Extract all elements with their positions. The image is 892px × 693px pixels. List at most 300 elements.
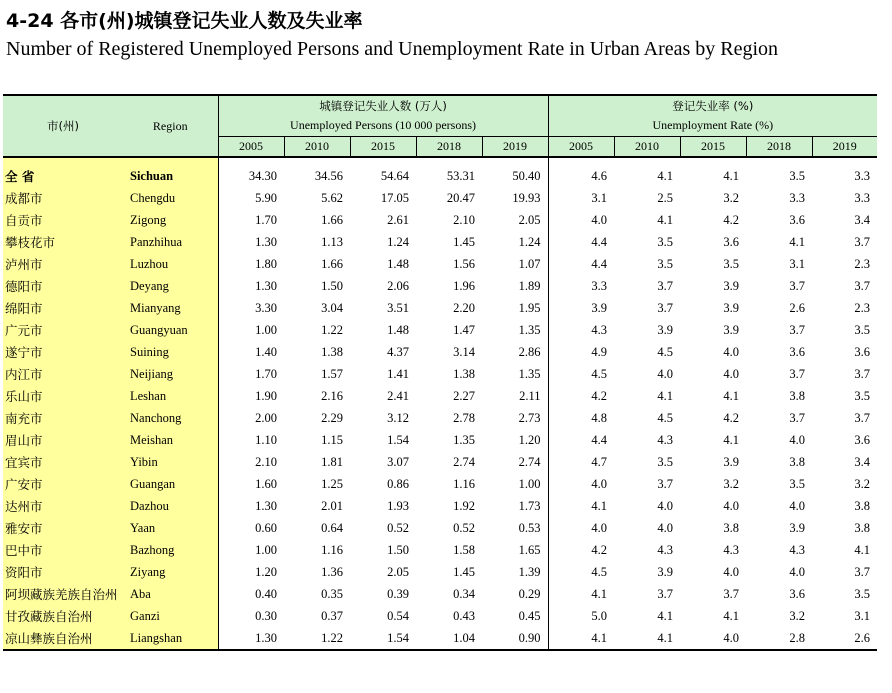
- rate-value-cell: 4.1: [657, 212, 674, 227]
- rate-value-cell: 4.1: [548, 627, 614, 650]
- rate-value-cell: 3.7: [789, 366, 806, 381]
- rate-value-cell: 4.2: [723, 410, 740, 425]
- rate-value-cell: 4.3: [591, 322, 608, 337]
- persons-value-cell: 0.90: [482, 627, 548, 650]
- rate-value-cell: 3.2: [723, 190, 740, 205]
- rate-value-cell: 5.0: [591, 608, 608, 623]
- region-en-cell: Guangan: [123, 473, 218, 495]
- region-en-cell: Dazhou: [123, 495, 218, 517]
- rate-value-cell: 4.8: [591, 410, 608, 425]
- city-cn-cell: 眉山市: [3, 429, 123, 451]
- rate-value-cell: 4.3: [657, 432, 674, 447]
- persons-value-cell: 1.13: [321, 234, 343, 249]
- header-year-persons-3: 2018: [416, 136, 482, 157]
- rate-value-cell: 4.0: [789, 498, 806, 513]
- persons-value-cell: 34.56: [314, 168, 343, 183]
- persons-value-cell: 1.04: [416, 627, 482, 650]
- region-en-cell: Sichuan: [123, 165, 218, 187]
- rate-value-cell: 3.2: [854, 476, 871, 491]
- rate-value-cell: 4.0: [723, 498, 740, 513]
- persons-value-cell: 1.60: [255, 476, 277, 491]
- persons-value-cell: 2.05: [387, 564, 409, 579]
- city-cn-cell: 阿坝藏族羌族自治州: [3, 583, 123, 605]
- persons-value-cell: 1.54: [350, 627, 416, 650]
- rate-value-cell: 4.0: [789, 432, 806, 447]
- rate-value-cell: 3.7: [657, 586, 674, 601]
- rate-value-cell: 4.3: [657, 542, 674, 557]
- header-group2-en: Unemployment Rate (%): [548, 116, 877, 136]
- table-row: [3, 297, 877, 319]
- persons-value-cell: 2.29: [321, 410, 343, 425]
- rate-value-cell: 3.6: [854, 344, 871, 359]
- header-year-persons-0: 2005: [218, 136, 284, 157]
- rate-value-cell: 3.8: [789, 388, 806, 403]
- rate-value-cell: 3.7: [789, 322, 806, 337]
- table-row: [3, 385, 877, 407]
- persons-value-cell: 2.05: [482, 209, 548, 231]
- table-row: [3, 187, 877, 209]
- persons-value-cell: 0.39: [387, 586, 409, 601]
- persons-value-cell: 1.40: [255, 344, 277, 359]
- rate-value-cell: 3.7: [657, 476, 674, 491]
- region-en-cell: Ziyang: [123, 561, 218, 583]
- persons-value-cell: 2.74: [482, 451, 548, 473]
- rate-value-cell: 3.9: [657, 322, 674, 337]
- region-en-cell: Mianyang: [123, 297, 218, 319]
- table-row: [3, 209, 877, 231]
- table-row: [3, 473, 877, 495]
- rate-value-cell: 3.5: [789, 168, 806, 183]
- persons-value-cell: 1.41: [387, 366, 409, 381]
- table-row: [3, 561, 877, 583]
- city-cn-cell: 雅安市: [3, 517, 123, 539]
- rate-value-cell: 3.7: [789, 278, 806, 293]
- persons-value-cell: 1.07: [482, 253, 548, 275]
- region-en-cell: Suining: [123, 341, 218, 363]
- rate-value-cell: 3.4: [854, 212, 871, 227]
- rate-value-cell: 3.8: [723, 520, 740, 535]
- rate-value-cell: 3.9: [723, 454, 740, 469]
- persons-value-cell: 2.11: [482, 385, 548, 407]
- city-cn-cell: 达州市: [3, 495, 123, 517]
- city-cn-cell: 成都市: [3, 187, 123, 209]
- region-en-cell: Yaan: [123, 517, 218, 539]
- city-cn-cell: 乐山市: [3, 385, 123, 407]
- persons-value-cell: 34.30: [248, 168, 277, 183]
- header-year-rate-1: 2010: [614, 136, 680, 157]
- rate-value-cell: 4.3: [789, 542, 806, 557]
- rate-value-cell: 2.5: [657, 190, 674, 205]
- persons-value-cell: 1.70: [255, 366, 277, 381]
- persons-value-cell: 2.01: [321, 498, 343, 513]
- header-group1-cn: 城镇登记失业人数 (万人): [218, 95, 548, 116]
- rate-value-cell: 3.9: [789, 520, 806, 535]
- persons-value-cell: 17.05: [380, 190, 409, 205]
- region-en-cell: Nanchong: [123, 407, 218, 429]
- rate-value-cell: 3.9: [723, 300, 740, 315]
- persons-value-cell: 3.07: [387, 454, 409, 469]
- persons-value-cell: 1.70: [255, 212, 277, 227]
- table-row: [3, 253, 877, 275]
- rate-value-cell: 4.1: [723, 608, 740, 623]
- rate-value-cell: 3.7: [854, 366, 871, 381]
- table-header: [3, 95, 877, 157]
- city-cn-cell: 遂宁市: [3, 341, 123, 363]
- persons-value-cell: 0.37: [321, 608, 343, 623]
- rate-value-cell: 4.6: [591, 168, 608, 183]
- rate-value-cell: 4.1: [854, 542, 871, 557]
- rate-value-cell: 3.7: [854, 234, 871, 249]
- region-en-cell: Panzhihua: [123, 231, 218, 253]
- persons-value-cell: 0.52: [453, 520, 475, 535]
- persons-value-cell: 0.52: [387, 520, 409, 535]
- rate-value-cell: 4.4: [591, 432, 608, 447]
- rate-value-cell: 3.8: [854, 498, 871, 513]
- rate-value-cell: 2.3: [854, 300, 871, 315]
- rate-value-cell: 4.1: [723, 168, 740, 183]
- rate-value-cell: 4.5: [657, 410, 674, 425]
- rate-value-cell: 4.1: [789, 234, 806, 249]
- region-en-cell: Aba: [123, 583, 218, 605]
- table-row: [3, 495, 877, 517]
- persons-value-cell: 0.86: [387, 476, 409, 491]
- persons-value-cell: 1.95: [482, 297, 548, 319]
- persons-value-cell: 53.31: [446, 168, 475, 183]
- persons-value-cell: 1.96: [453, 278, 475, 293]
- rate-value-cell: 4.1: [657, 388, 674, 403]
- city-cn-cell: 攀枝花市: [3, 231, 123, 253]
- table-row: [3, 583, 877, 605]
- persons-value-cell: 1.58: [453, 542, 475, 557]
- rate-value-cell: 2.6: [789, 300, 806, 315]
- table-row: [3, 451, 877, 473]
- rate-value-cell: 3.5: [657, 256, 674, 271]
- persons-value-cell: 2.10: [255, 454, 277, 469]
- unemployment-table: [3, 94, 877, 651]
- rate-value-cell: 3.7: [854, 410, 871, 425]
- persons-value-cell: 19.93: [482, 187, 548, 209]
- region-en-cell: Chengdu: [123, 187, 218, 209]
- persons-value-cell: 1.73: [482, 495, 548, 517]
- persons-value-cell: 1.36: [321, 564, 343, 579]
- header-year-persons-1: 2010: [284, 136, 350, 157]
- persons-value-cell: 1.57: [321, 366, 343, 381]
- city-cn-cell: 资阳市: [3, 561, 123, 583]
- rate-value-cell: 3.8: [789, 454, 806, 469]
- persons-value-cell: 1.92: [453, 498, 475, 513]
- persons-value-cell: 1.00: [255, 542, 277, 557]
- persons-value-cell: 1.30: [218, 627, 284, 650]
- persons-value-cell: 0.53: [482, 517, 548, 539]
- table-row: [3, 627, 877, 650]
- persons-value-cell: 1.93: [387, 498, 409, 513]
- city-cn-cell: 泸州市: [3, 253, 123, 275]
- persons-value-cell: 1.47: [453, 322, 475, 337]
- rate-value-cell: 4.0: [723, 344, 740, 359]
- persons-value-cell: 4.37: [387, 344, 409, 359]
- rate-value-cell: 3.3: [854, 190, 871, 205]
- header-year-persons-4: 2019: [482, 136, 548, 157]
- persons-value-cell: 54.64: [380, 168, 409, 183]
- rate-value-cell: 3.8: [854, 520, 871, 535]
- persons-value-cell: 0.43: [453, 608, 475, 623]
- rate-value-cell: 4.5: [657, 344, 674, 359]
- persons-value-cell: 3.51: [387, 300, 409, 315]
- header-year-persons-2: 2015: [350, 136, 416, 157]
- rate-value-cell: 4.0: [680, 627, 746, 650]
- header-city-cn: 市(州): [3, 95, 123, 157]
- city-cn-cell: 全 省: [3, 165, 123, 187]
- spacer-row: [3, 157, 877, 165]
- header-region-en: Region: [123, 95, 218, 157]
- persons-value-cell: 50.40: [482, 165, 548, 187]
- city-cn-cell: 德阳市: [3, 275, 123, 297]
- persons-value-cell: 2.06: [387, 278, 409, 293]
- table-title-en: Number of Registered Unemployed Persons and Unemployment Rate in Urban Areas by Region: [6, 38, 779, 60]
- rate-value-cell: 4.2: [723, 212, 740, 227]
- rate-value-cell: 2.6: [812, 627, 877, 650]
- rate-value-cell: 3.3: [854, 168, 871, 183]
- city-cn-cell: 广安市: [3, 473, 123, 495]
- persons-value-cell: 2.86: [482, 341, 548, 363]
- persons-value-cell: 1.35: [453, 432, 475, 447]
- rate-value-cell: 3.1: [789, 256, 806, 271]
- rate-value-cell: 4.0: [657, 520, 674, 535]
- persons-value-cell: 0.34: [453, 586, 475, 601]
- region-en-cell: Luzhou: [123, 253, 218, 275]
- rate-value-cell: 4.0: [789, 564, 806, 579]
- rate-value-cell: 3.3: [591, 278, 608, 293]
- rate-value-cell: 3.5: [854, 322, 871, 337]
- persons-value-cell: 0.45: [482, 605, 548, 627]
- rate-value-cell: 3.4: [854, 454, 871, 469]
- city-cn-cell: 绵阳市: [3, 297, 123, 319]
- rate-value-cell: 3.6: [723, 234, 740, 249]
- persons-value-cell: 1.48: [387, 322, 409, 337]
- header-group1-en: Unemployed Persons (10 000 persons): [218, 116, 548, 136]
- persons-value-cell: 1.35: [482, 363, 548, 385]
- persons-value-cell: 1.20: [255, 564, 277, 579]
- rate-value-cell: 3.9: [723, 322, 740, 337]
- region-en-cell: Zigong: [123, 209, 218, 231]
- rate-value-cell: 3.7: [657, 300, 674, 315]
- rate-value-cell: 3.6: [789, 586, 806, 601]
- rate-value-cell: 3.7: [789, 410, 806, 425]
- city-cn-cell: 内江市: [3, 363, 123, 385]
- rate-value-cell: 4.0: [657, 366, 674, 381]
- table-row: [3, 605, 877, 627]
- persons-value-cell: 1.45: [453, 564, 475, 579]
- city-cn-cell: 凉山彝族自治州: [3, 627, 123, 650]
- persons-value-cell: 1.16: [453, 476, 475, 491]
- persons-value-cell: 0.54: [387, 608, 409, 623]
- rate-value-cell: 3.6: [789, 212, 806, 227]
- persons-value-cell: 1.15: [321, 432, 343, 447]
- region-en-cell: Deyang: [123, 275, 218, 297]
- city-cn-cell: 宜宾市: [3, 451, 123, 473]
- persons-value-cell: 1.80: [255, 256, 277, 271]
- rate-value-cell: 4.0: [723, 366, 740, 381]
- region-en-cell: Leshan: [123, 385, 218, 407]
- rate-value-cell: 4.1: [591, 498, 608, 513]
- persons-value-cell: 20.47: [446, 190, 475, 205]
- persons-value-cell: 2.27: [453, 388, 475, 403]
- persons-value-cell: 0.64: [321, 520, 343, 535]
- rate-value-cell: 4.4: [591, 234, 608, 249]
- rate-value-cell: 2.8: [746, 627, 812, 650]
- persons-value-cell: 1.48: [387, 256, 409, 271]
- rate-value-cell: 4.1: [657, 168, 674, 183]
- table-row: [3, 539, 877, 561]
- rate-value-cell: 4.1: [591, 586, 608, 601]
- persons-value-cell: 0.35: [321, 586, 343, 601]
- persons-value-cell: 1.22: [284, 627, 350, 650]
- persons-value-cell: 1.16: [321, 542, 343, 557]
- city-cn-cell: 甘孜藏族自治州: [3, 605, 123, 627]
- persons-value-cell: 1.22: [321, 322, 343, 337]
- region-en-cell: Meishan: [123, 429, 218, 451]
- persons-value-cell: 3.30: [255, 300, 277, 315]
- persons-value-cell: 5.62: [321, 190, 343, 205]
- persons-value-cell: 1.89: [482, 275, 548, 297]
- rate-value-cell: 3.1: [591, 190, 608, 205]
- persons-value-cell: 3.04: [321, 300, 343, 315]
- persons-value-cell: 1.20: [482, 429, 548, 451]
- rate-value-cell: 3.5: [789, 476, 806, 491]
- rate-value-cell: 2.3: [854, 256, 871, 271]
- rate-value-cell: 3.9: [657, 564, 674, 579]
- rate-value-cell: 4.0: [591, 476, 608, 491]
- rate-value-cell: 3.5: [657, 234, 674, 249]
- persons-value-cell: 1.90: [255, 388, 277, 403]
- persons-value-cell: 1.25: [321, 476, 343, 491]
- region-en-cell: Neijiang: [123, 363, 218, 385]
- persons-value-cell: 2.78: [453, 410, 475, 425]
- persons-value-cell: 1.50: [387, 542, 409, 557]
- rate-value-cell: 4.5: [591, 366, 608, 381]
- rate-value-cell: 4.1: [723, 432, 740, 447]
- persons-value-cell: 1.24: [482, 231, 548, 253]
- rate-value-cell: 4.0: [591, 520, 608, 535]
- persons-value-cell: 0.40: [255, 586, 277, 601]
- rate-value-cell: 3.9: [723, 278, 740, 293]
- persons-value-cell: 2.00: [255, 410, 277, 425]
- region-en-cell: Ganzi: [123, 605, 218, 627]
- table-row: [3, 165, 877, 187]
- rate-value-cell: 4.0: [657, 498, 674, 513]
- table-row: [3, 363, 877, 385]
- table-title-cn: 4-24 各市(州)城镇登记失业人数及失业率: [6, 10, 363, 32]
- rate-value-cell: 3.5: [854, 586, 871, 601]
- persons-value-cell: 3.14: [453, 344, 475, 359]
- city-cn-cell: 自贡市: [3, 209, 123, 231]
- header-group2-cn: 登记失业率 (%): [548, 95, 877, 116]
- persons-value-cell: 1.30: [255, 498, 277, 513]
- rate-value-cell: 4.1: [657, 608, 674, 623]
- rate-value-cell: 4.2: [591, 542, 608, 557]
- region-en-cell: Guangyuan: [123, 319, 218, 341]
- persons-value-cell: 1.66: [321, 212, 343, 227]
- table-row: [3, 319, 877, 341]
- persons-value-cell: 1.10: [255, 432, 277, 447]
- table-row: [3, 231, 877, 253]
- persons-value-cell: 3.12: [387, 410, 409, 425]
- persons-value-cell: 0.29: [482, 583, 548, 605]
- persons-value-cell: 1.30: [255, 278, 277, 293]
- persons-value-cell: 5.90: [255, 190, 277, 205]
- city-cn-cell: 巴中市: [3, 539, 123, 561]
- rate-value-cell: 3.7: [723, 586, 740, 601]
- persons-value-cell: 1.30: [255, 234, 277, 249]
- persons-value-cell: 1.81: [321, 454, 343, 469]
- persons-value-cell: 2.73: [482, 407, 548, 429]
- persons-value-cell: 2.16: [321, 388, 343, 403]
- persons-value-cell: 1.54: [387, 432, 409, 447]
- persons-value-cell: 1.66: [321, 256, 343, 271]
- persons-value-cell: 2.41: [387, 388, 409, 403]
- persons-value-cell: 1.35: [482, 319, 548, 341]
- rate-value-cell: 3.3: [789, 190, 806, 205]
- rate-value-cell: 3.2: [723, 476, 740, 491]
- rate-value-cell: 3.6: [789, 344, 806, 359]
- rate-value-cell: 4.3: [723, 542, 740, 557]
- table-row: [3, 517, 877, 539]
- persons-value-cell: 0.30: [255, 608, 277, 623]
- city-cn-cell: 南充市: [3, 407, 123, 429]
- city-cn-cell: 广元市: [3, 319, 123, 341]
- rate-value-cell: 4.2: [591, 388, 608, 403]
- rate-value-cell: 3.1: [854, 608, 871, 623]
- rate-value-cell: 3.7: [854, 564, 871, 579]
- rate-value-cell: 4.0: [591, 212, 608, 227]
- persons-value-cell: 2.10: [453, 212, 475, 227]
- region-en-cell: Liangshan: [123, 627, 218, 650]
- persons-value-cell: 0.60: [255, 520, 277, 535]
- rate-value-cell: 4.4: [591, 256, 608, 271]
- rate-value-cell: 3.9: [591, 300, 608, 315]
- table-row: [3, 275, 877, 297]
- header-year-rate-2: 2015: [680, 136, 746, 157]
- rate-value-cell: 4.9: [591, 344, 608, 359]
- rate-value-cell: 3.5: [854, 388, 871, 403]
- persons-value-cell: 2.74: [453, 454, 475, 469]
- header-year-rate-4: 2019: [812, 136, 877, 157]
- persons-value-cell: 2.20: [453, 300, 475, 315]
- rate-value-cell: 3.6: [854, 432, 871, 447]
- table-row: [3, 429, 877, 451]
- rate-value-cell: 3.7: [657, 278, 674, 293]
- persons-value-cell: 1.38: [453, 366, 475, 381]
- rate-value-cell: 4.5: [591, 564, 608, 579]
- rate-value-cell: 3.5: [657, 454, 674, 469]
- header-year-rate-3: 2018: [746, 136, 812, 157]
- rate-value-cell: 3.2: [789, 608, 806, 623]
- rate-value-cell: 3.5: [723, 256, 740, 271]
- rate-value-cell: 4.7: [591, 454, 608, 469]
- table-body: [3, 157, 877, 650]
- rate-value-cell: 4.1: [614, 627, 680, 650]
- table-row: [3, 407, 877, 429]
- rate-value-cell: 3.7: [854, 278, 871, 293]
- rate-value-cell: 4.0: [723, 564, 740, 579]
- persons-value-cell: 1.56: [453, 256, 475, 271]
- rate-value-cell: 4.1: [723, 388, 740, 403]
- persons-value-cell: 1.50: [321, 278, 343, 293]
- persons-value-cell: 1.38: [321, 344, 343, 359]
- persons-value-cell: 1.45: [453, 234, 475, 249]
- persons-value-cell: 1.39: [482, 561, 548, 583]
- persons-value-cell: 1.00: [255, 322, 277, 337]
